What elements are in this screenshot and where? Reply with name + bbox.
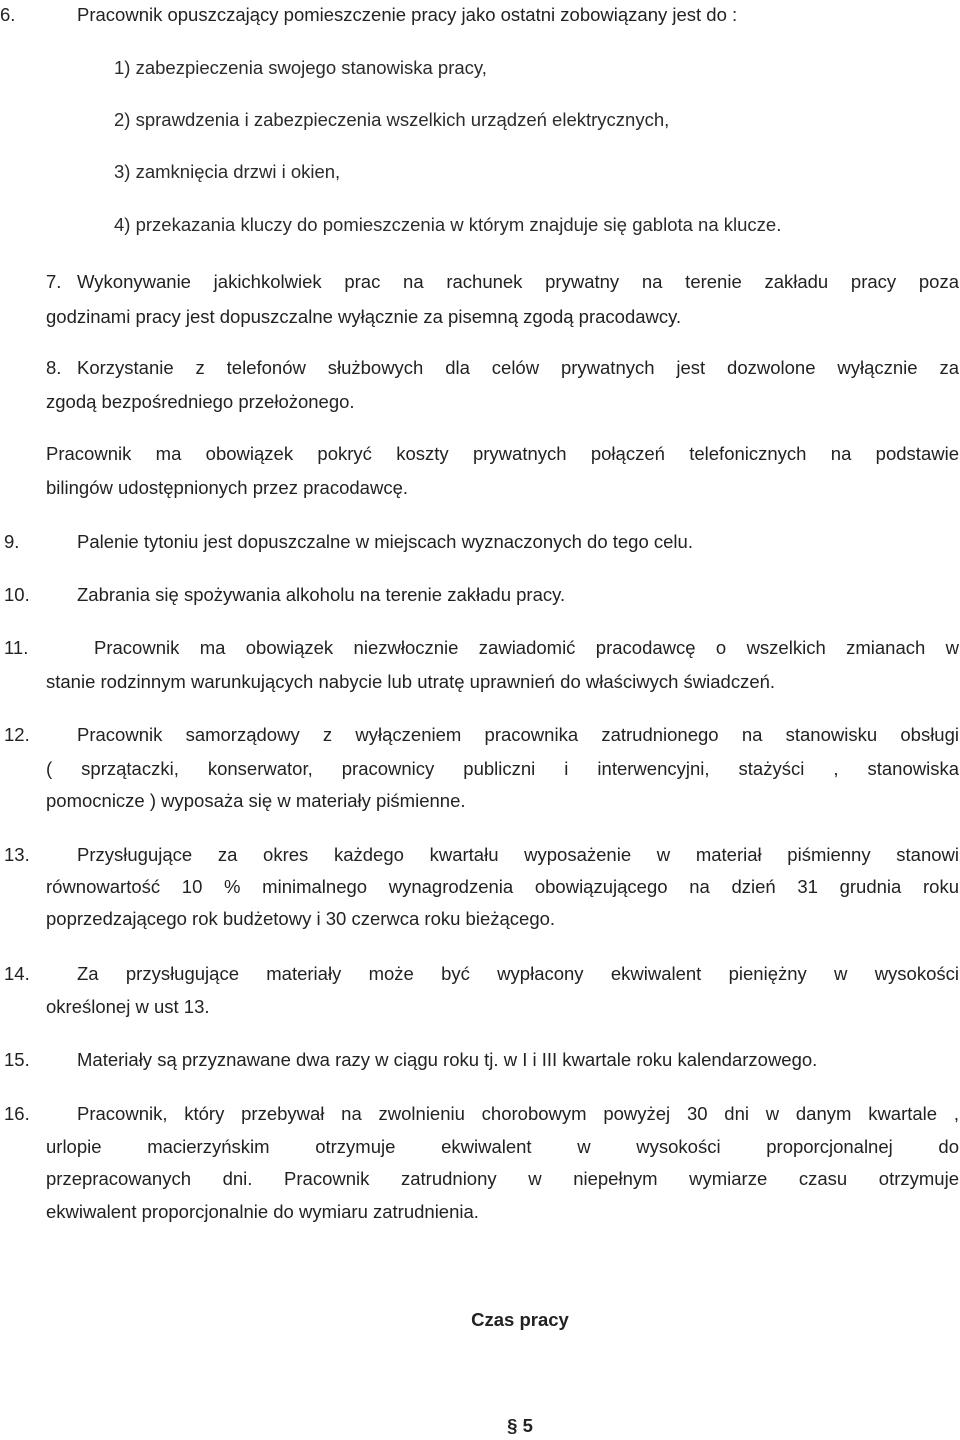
item-6-subitem-1: 1) zabezpieczenia swojego stanowiska pracy, (114, 57, 487, 78)
item-8-line-1: Korzystanie z telefonów służbowych dla celów prywatnych jest dozwolone wyłącznie za (77, 357, 959, 378)
item-12-line-2: ( sprzątaczki, konserwator, pracownicy publiczni i interwencyjni, stażyści , stanowiska (46, 758, 959, 779)
item-9-number: 9. (4, 531, 20, 552)
item-13-line-3: poprzedzającego rok budżetowy i 30 czerwca roku bieżącego. (46, 908, 556, 929)
section-title: Czas pracy (471, 1309, 569, 1330)
item-11-line-2: stanie rodzinnym warunkujących nabycie lub utratę uprawnień do właściwych świadczeń. (46, 671, 776, 692)
item-12-line-3: pomocnicze ) wyposaża się w materiały piśmienne. (46, 790, 466, 811)
item-14-number: 14. (4, 963, 30, 984)
item-10-text: Zabrania się spożywania alkoholu na terenie zakładu pracy. (77, 584, 566, 605)
item-16-line-3: przepracowanych dni. Pracownik zatrudniony w niepełnym wymiarze czasu otrzymuje (46, 1168, 959, 1189)
item-9-text: Palenie tytoniu jest dopuszczalne w miejscach wyznaczonych do tego celu. (77, 531, 693, 552)
item-7-number: 7. (46, 271, 62, 292)
item-7-line-2: godzinami pracy jest dopuszczalne wyłącznie za pisemną zgodą pracodawcy. (46, 306, 682, 327)
item-11-line-1: Pracownik ma obowiązek niezwłocznie zawiadomić pracodawcę o wszelkich zmianach w (94, 637, 959, 658)
item-11-number: 11. (4, 637, 29, 658)
item-16-line-2: urlopie macierzyńskim otrzymuje ekwiwalent w wysokości proporcjonalnej do (46, 1136, 959, 1157)
item-6-subitem-3: 3) zamknięcia drzwi i okien, (114, 161, 341, 182)
item-13-line-2: równowartość 10 % minimalnego wynagrodzenia obowiązującego na dzień 31 grudnia roku (46, 876, 959, 897)
item-6-text: Pracownik opuszczający pomieszczenie pracy jako ostatni zobowiązany jest do : (77, 4, 738, 25)
item-15-text: Materiały są przyznawane dwa razy w ciągu roku tj. w I i III kwartale roku kalendarzowego. (77, 1049, 818, 1070)
item-13-line-1: Przysługujące za okres każdego kwartału wyposażenie w materiał piśmienny stanowi (77, 844, 959, 865)
item-10-number: 10. (4, 584, 30, 605)
item-16-line-1: Pracownik, który przebywał na zwolnieniu chorobowym powyżej 30 dni w danym kwartale , (77, 1103, 959, 1124)
item-6-subitem-2: 2) sprawdzenia i zabezpieczenia wszelkich urządzeń elektrycznych, (114, 109, 670, 130)
item-14-line-2: określonej w ust 13. (46, 996, 210, 1017)
item-15-number: 15. (4, 1049, 30, 1070)
item-7-line-1: Wykonywanie jakichkolwiek prac na rachunek prywatny na terenie zakładu pracy poza (77, 271, 959, 292)
item-16-line-4: ekwiwalent proporcjonalnie do wymiaru zatrudnienia. (46, 1201, 479, 1222)
item-14-line-1: Za przysługujące materiały może być wypłacony ekwiwalent pieniężny w wysokości (77, 963, 959, 984)
item-8-line-2: zgodą bezpośredniego przełożonego. (46, 391, 355, 412)
item-6-number: 6. (0, 4, 16, 25)
item-8-number: 8. (46, 357, 62, 378)
item-12-line-1: Pracownik samorządowy z wyłączeniem pracownika zatrudnionego na stanowisku obsługi (77, 724, 959, 745)
item-12-number: 12. (4, 724, 30, 745)
paragraph-mark: § 5 (507, 1415, 533, 1436)
item-6-subitem-4: 4) przekazania kluczy do pomieszczenia w którym znajduje się gablota na klucze. (114, 214, 782, 235)
item-8-paragraph-line-1: Pracownik ma obowiązek pokryć koszty prywatnych połączeń telefonicznych na podstawie (46, 443, 959, 464)
item-8-paragraph-line-2: bilingów udostępnionych przez pracodawcę. (46, 477, 408, 498)
item-16-number: 16. (4, 1103, 30, 1124)
item-13-number: 13. (4, 844, 30, 865)
